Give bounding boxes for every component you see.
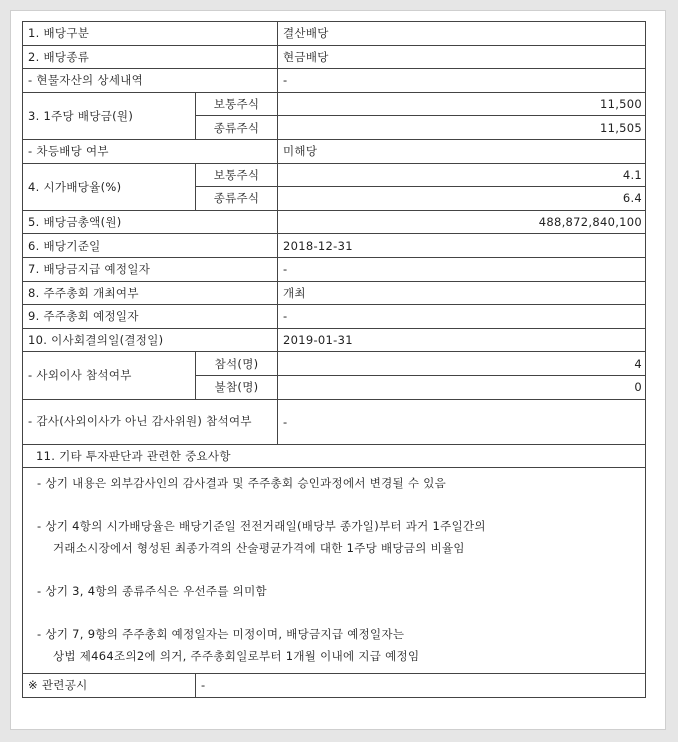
note-3: - 상기 3, 4항의 종류주식은 우선주를 의미함 [37,584,267,599]
label-agm-date: 9. 주주총회 예정일자 [23,305,278,329]
note-2-line-2: 거래소시장에서 형성된 최종가격의 산술평균가격에 대한 1주당 배당금의 비율임 [53,541,465,556]
row-other-matters-notes [23,468,646,674]
label-dps-preferred: 종류주식 [196,116,278,140]
other-matters-notes [23,468,646,674]
label-auditor-attendance: - 감사(사외이사가 아닌 감사위원) 참석여부 [23,399,278,444]
label-yield-preferred: 종류주식 [196,187,278,211]
row-record-date [23,234,646,258]
row-board-resolution-date [23,328,646,352]
label-dps-common: 보통주식 [196,92,278,116]
value-dividend-kind: 현금배당 [278,45,646,69]
row-payment-date [23,257,646,281]
value-auditor-attendance: - [278,399,646,444]
label-board-resolution-date: 10. 이사회결의일(결정일) [23,328,278,352]
value-payment-date: - [278,257,646,281]
label-outside-directors-attendance: - 사외이사 참석여부 [23,352,196,399]
value-dividend-type: 결산배당 [278,22,646,46]
label-in-kind-assets: - 현물자산의 상세내역 [23,69,278,93]
value-directors-absent: 0 [278,375,646,399]
note-2-line-1: - 상기 4항의 시가배당율은 배당기준일 전전거래일(배당부 종가일)부터 과거 1주일간의 [37,519,486,534]
value-in-kind-assets: - [278,69,646,93]
label-directors-present: 참석(명) [196,352,278,376]
row-differential-dividend [23,139,646,163]
note-4-line-1: - 상기 7, 9항의 주주총회 예정일자는 미정이며, 배당금지급 예정일자는 [37,627,405,642]
label-payment-date: 7. 배당금지급 예정일자 [23,257,278,281]
value-dps-preferred: 11,505 [278,116,646,140]
row-dividend-type [23,22,646,46]
label-dividend-kind: 2. 배당종류 [23,45,278,69]
row-total-dividend [23,210,646,234]
row-dividend-kind [23,45,646,69]
row-agm-date [23,305,646,329]
value-yield-common: 4.1 [278,163,646,187]
value-dps-common: 11,500 [278,92,646,116]
value-related-disclosure: - [196,674,646,698]
label-record-date: 6. 배당기준일 [23,234,278,258]
value-yield-preferred: 6.4 [278,187,646,211]
value-total-dividend: 488,872,840,100 [278,210,646,234]
value-agm-held: 개최 [278,281,646,305]
value-differential-dividend: 미해당 [278,139,646,163]
label-related-disclosure: ※ 관련공시 [23,674,196,698]
label-other-matters: 11. 기타 투자판단과 관련한 중요사항 [23,444,646,468]
label-dividend-per-share: 3. 1주당 배당금(원) [23,92,196,139]
label-agm-held: 8. 주주총회 개최여부 [23,281,278,305]
label-directors-absent: 불참(명) [196,375,278,399]
value-board-resolution-date: 2019-01-31 [278,328,646,352]
row-auditor-attendance [23,399,646,444]
label-differential-dividend: - 차등배당 여부 [23,139,278,163]
label-yield-common: 보통주식 [196,163,278,187]
row-agm-held [23,281,646,305]
note-4-line-2: 상법 제464조의2에 의거, 주주총회일로부터 1개월 이내에 지급 예정임 [53,649,420,664]
value-directors-present: 4 [278,352,646,376]
note-1: - 상기 내용은 외부감사인의 감사결과 및 주주총회 승인과정에서 변경될 수 있음 [37,476,447,491]
value-agm-date: - [278,305,646,329]
row-dps-common [23,92,646,116]
label-dividend-yield: 4. 시가배당율(%) [23,163,196,210]
row-other-matters-heading [23,444,646,468]
row-related-disclosure [23,674,646,698]
row-yield-common [23,163,646,187]
label-total-dividend: 5. 배당금총액(원) [23,210,278,234]
value-record-date: 2018-12-31 [278,234,646,258]
dividend-disclosure-table [22,21,646,698]
label-dividend-type: 1. 배당구분 [23,22,278,46]
row-outside-directors-present [23,352,646,376]
row-in-kind-assets [23,69,646,93]
